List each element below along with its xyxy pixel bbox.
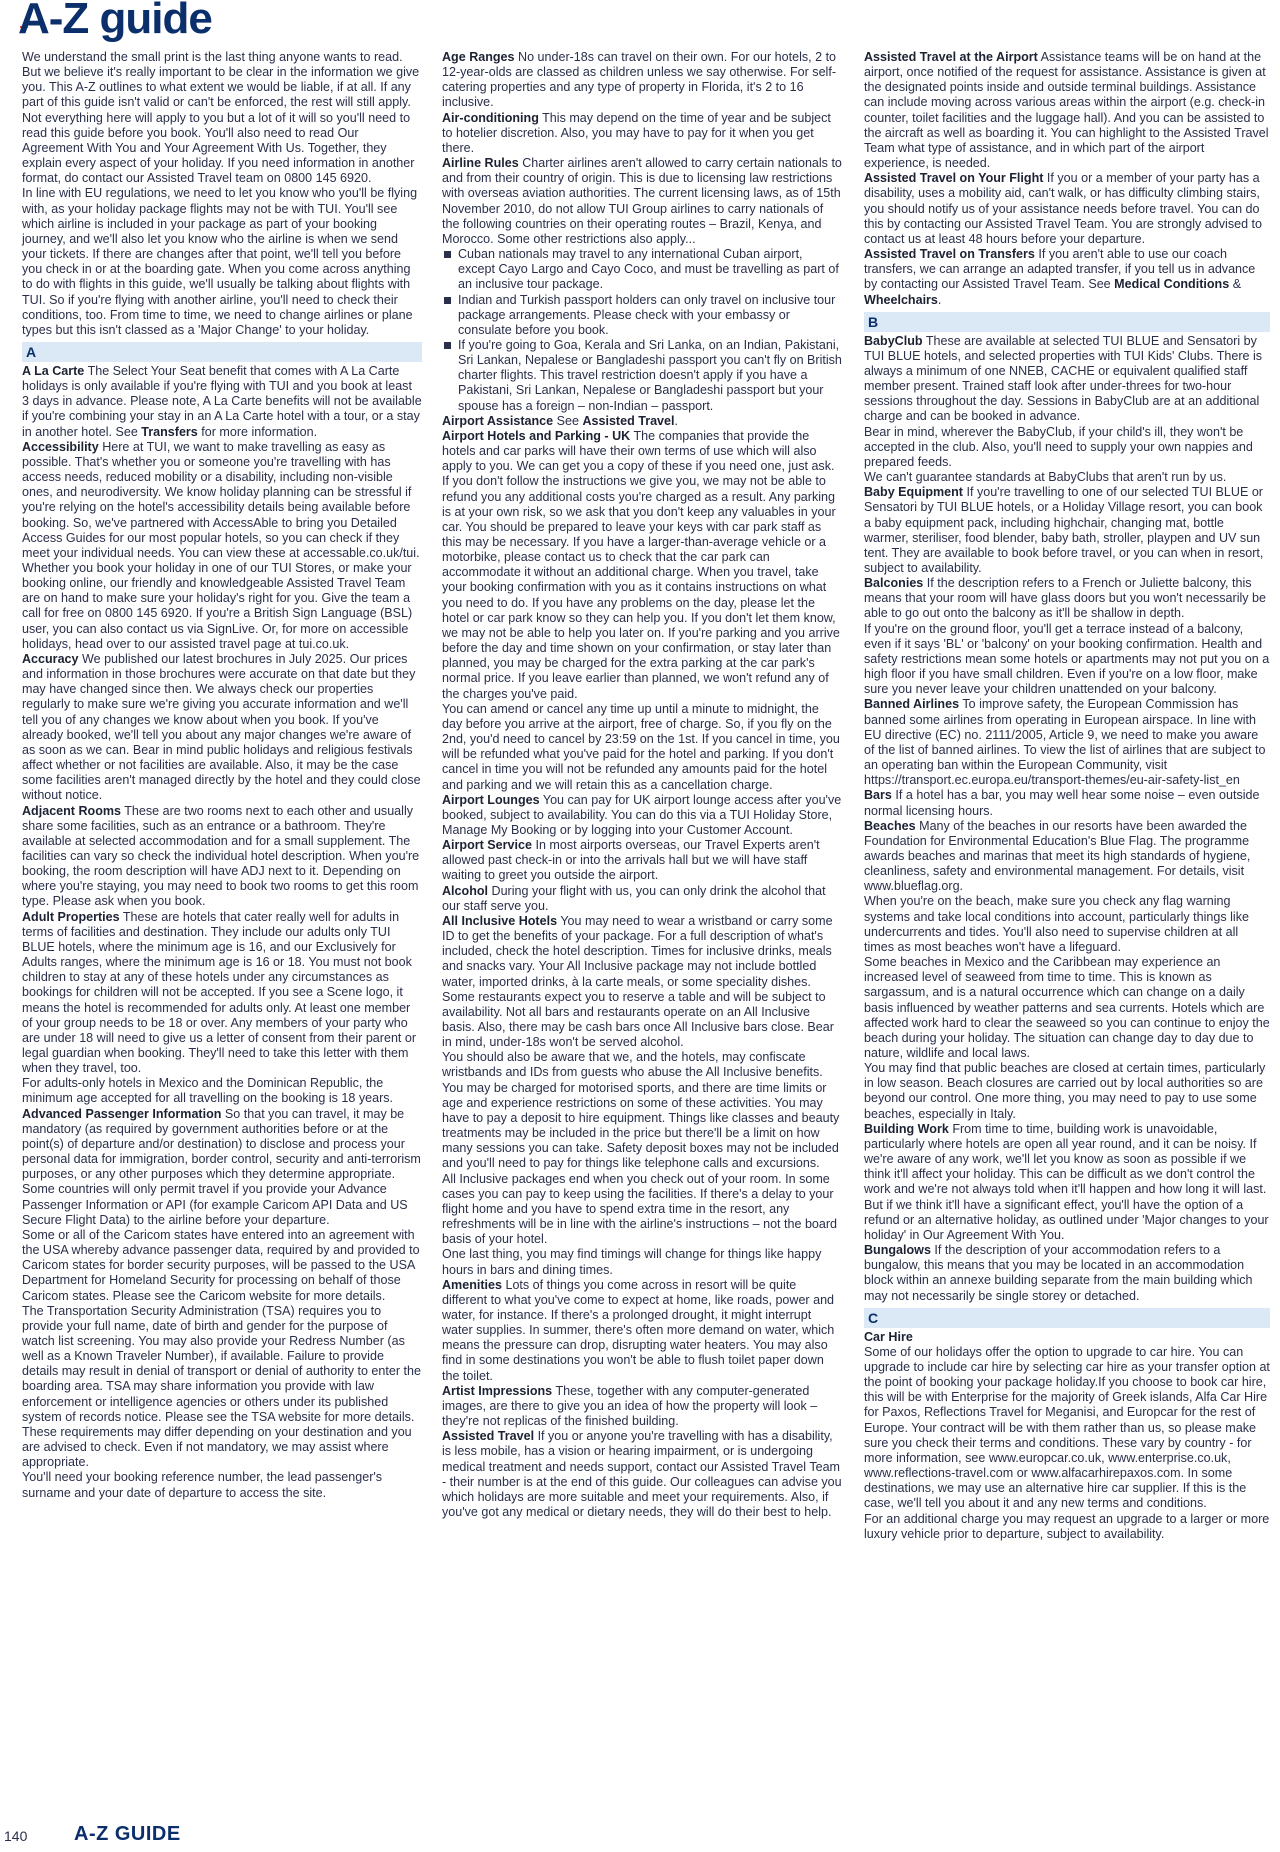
entry-heading: Assisted Travel at the Airport: [864, 50, 1038, 64]
entry-heading: A La Carte: [22, 363, 85, 378]
entry-heading: Banned Airlines: [864, 697, 960, 712]
column-3: [864, 50, 1270, 1542]
entry-car-hire-heading: [864, 1330, 1270, 1345]
entry-artist-impressions: Artist Impressions These, together with any computer-generated images, are there to give you an idea of how the property will look – they're not replicas of the finished building.: [442, 1383, 818, 1429]
list-item: Indian and Turkish passport holders can only travel on inclusive tour package arrangements. Please check with your embassy or consulate before you book.: [442, 293, 842, 338]
entry-adult-properties-cont: For adults-only hotels in Mexico and the Dominican Republic, the minimum age accepted for all travelling on the booking is 18 years.: [22, 1076, 394, 1106]
entry-heading: Accessibility: [22, 439, 99, 454]
entry-babyclub: BabyClub These are available at selected TUI BLUE and Sensatori by TUI BLUE hotels, and selected properties with TUI Kids' Clubs. There is always a minimum of one NNEB, CACHE or equivalent qualified staff member present. Trained staff look after under-threes for two-hour sessions throughout the day. Sessions in BabyClub are at an additional charge and can be booked in advance.: [864, 333, 1263, 424]
entry-beaches-closures: You may find that public beaches are closed at certain times, particularly in low season. Beach closures are carried out by local authorities so are beyond our control. One more thing, you may need to pay to use some beaches, especially in Italy.: [864, 1061, 1266, 1121]
entry-heading: Car Hire: [864, 1329, 913, 1344]
entry-heading: Air-conditioning: [442, 110, 539, 125]
entry-age-ranges: Age Ranges No under-18s can travel on their own. For our hotels, 2 to 12-year-olds are classed as children unless we say otherwise. For self-catering properties and any type of property in Florida, it's 2 to 16 inclusive.: [442, 50, 837, 110]
intro-paragraph: We understand the small print is the last thing anyone wants to read. But we believe it's really important to be clear in the information we give you. This A-Z outlines to what extent we would be liable, if at all. If any part of this guide isn't valid or can't be enforced, the rest will still apply. Not everything here will apply to you but a lot of it will so you'll need to read this guide before you book. You'll also need to read Our Agreement With You and Your Agreement With Us. Together, they explain every aspect of your holiday. If you need information in another format, do contact our Assisted Travel team on 0800 145 6920.: [22, 50, 420, 186]
entry-heading: Assisted Travel on Your Flight: [864, 171, 1044, 186]
entry-heading: Airline Rules: [442, 156, 519, 171]
entry-building-work: Building Work From time to time, building work is unavoidable, particularly where hotels are open all year round, and it can be noisy. If we're aware of any work, we'll let you know as soon as possible if we think it'll affect your holiday. This can be difficult as we don't control the work and we're not always told when it'll happen and how long it will last. But if we think it'll have a significant effect, you'll have the option of a refund or an alternative holiday, as outlined under 'Major changes to your holiday' in Our Agreement With You.: [864, 1121, 1269, 1242]
entry-heading: Airport Hotels and Parking - UK: [442, 428, 631, 443]
entry-baby-equipment: Baby Equipment If you're travelling to one of our selected TUI BLUE or Sensatori by TUI BLUE hotels, or a Holiday Village resort, you can book a baby equipment pack, including highchair, changing mat, bottle warmer, steriliser, food blender, baby bath, stroller, playpen and UV sun tent. They are available to book before travel, or you can when in resort, subject to availability.: [864, 485, 1264, 575]
entry-heading: Airport Lounges: [442, 792, 540, 807]
entry-babyclub-ill: Bear in mind, wherever the BabyClub, if your child's ill, they won't be accepted in the club. Also, you'll need to supply your own nappies and prepared feeds.: [864, 424, 1253, 469]
section-letter-a: A: [22, 342, 422, 362]
entry-all-inclusive-confiscate: You should also be aware that we, and the hotels, may confiscate wristbands and IDs from guests who abuse the All Inclusive benefits.: [442, 1050, 823, 1080]
entry-bars: Bars If a hotel has a bar, you may well hear some noise – even outside normal licensing hours.: [864, 788, 1260, 818]
entry-airport-service: Airport Service In most airports overseas, our Travel Experts aren't allowed past check-in or into the arrivals hall but we will have staff waiting to greet you outside the airport.: [442, 838, 820, 883]
entry-adult-properties: Adult Properties These are hotels that cater really well for adults in terms of facilities and destination. They include our adults only TUI BLUE hotels, where the minimum age is 16, and our Exclusively for Adults ranges, where the minimum age is 16 or 18. You must not book children to stay at any of these hotels under any circumstances as bookings for children will not be accepted. If you see a Scene logo, it means the hotel is recommended for adults only. At least one member of your group needs to be 18 or over. Any members of your party who are under 18 will need to give us a letter of consent from their parent or legal guardian when booking. They'll need to take this letter with them when they travel, too.: [22, 909, 417, 1076]
section-letter-b: B: [864, 312, 1270, 332]
entry-api-requirements: These requirements may differ depending on your destination and you are advised to check. Even if not mandatory, we may assist where appropriate.: [22, 1424, 412, 1470]
entry-heading: Assisted Travel on Transfers: [864, 247, 1035, 262]
entry-heading: Airport Assistance: [442, 413, 554, 428]
entry-all-inclusive-timings: One last thing, you may find timings will change for things like happy hours in bars and dining times.: [442, 1247, 822, 1277]
entry-api-booking-reference: You'll need your booking reference number, the lead passenger's surname and your date of departure to access the site.: [22, 1470, 383, 1500]
entry-heading: Assisted Travel: [442, 1429, 535, 1444]
entry-accuracy: Accuracy We published our latest brochures in July 2025. Our prices and information in those brochures were accurate on that date but they may have changed since then. We always check our properties regularly to make sure we're giving you accurate information and we'll tell you of any changes we know about when you book. If you've already booked, we'll tell you about any major changes we're aware of as soon as we can. Bear in mind public holidays and religious festivals affect whether or not facilities are available. Also, it may be the case some facilities aren't managed directly by the hotel and they could close without notice.: [22, 651, 421, 803]
entry-car-hire-upgrade: For an additional charge you may request an upgrade to a larger or more luxury vehicle prior to departure, subject to availability.: [864, 1511, 1270, 1541]
entry-airport-hotels-parking: Airport Hotels and Parking - UK The companies that provide the hotels and car parks will have their own terms of use which will also apply to you. We can get you a copy of these if you need one, just ask.: [442, 428, 835, 474]
page-number: 140: [4, 1828, 28, 1844]
cross-reference-link[interactable]: Assisted Travel: [582, 413, 675, 428]
cross-reference-link[interactable]: Wheelchairs: [864, 292, 938, 307]
entry-heading: Advanced Passenger Information: [22, 1106, 222, 1121]
column-1: [22, 50, 422, 1501]
entry-assisted-travel-flight: Assisted Travel on Your Flight If you or a member of your party has a disability, uses a mobility aid, can't walk, or has difficulty climbing stairs, you should notify us of your assistance needs before travel. You can do this by contacting our Assisted Travel Team. You are strongly advised to contact us at least 48 hours before your departure.: [864, 171, 1263, 246]
entry-balconies-ground-floor: If you're on the ground floor, you'll get a terrace instead of a balcony, even if it says 'BL' or 'balcony' on your booking confirmation. Health and safety restrictions mean some hotels or apartments may not put you on a high floor if you have small children. Even if you're on a low floor, make sure you never leave your children unattended on your balcony.: [864, 621, 1270, 697]
list-item: Cuban nationals may travel to any international Cuban airport, except Cayo Largo and Cayo Coco, and must be travelling as part of an inclusive tour package.: [442, 247, 842, 292]
entry-assisted-travel: Assisted Travel If you or anyone you're travelling with has a disability, is less mobile, has a vision or hearing impairment, or is undergoing medical treatment and needs support, contact our Assisted Travel Team - their number is at the end of this guide. Our colleagues can advise you which holidays are more suitable and meet your requirements. Also, if you've got any medical or dietary needs, they will do their best to help.: [442, 1429, 842, 1519]
entry-airport-assistance: Airport Assistance See Assisted Travel.: [442, 413, 678, 428]
entry-heading: Airport Service: [442, 838, 532, 853]
page-footer: [0, 1820, 1280, 1852]
airline-rules-list: [442, 247, 842, 414]
cross-reference-link[interactable]: Transfers: [141, 424, 198, 439]
entry-heading: Beaches: [864, 818, 916, 833]
entry-heading: All Inclusive Hotels: [442, 913, 558, 928]
entry-airport-hotels-parking-cont: If you don't follow the instructions we give you, we may not be able to refund you any additional costs you're charged as a result. Any parking is at your own risk, so we ask that you don't keep any valuables in your car. You should be prepared to leave your keys with car park staff as this may be necessary. If you have a larger-than-average vehicle or a motorbike, please contact us to check that the car park can accommodate it without an additional charge. When you travel, take your booking confirmation with you as it contains instructions on what you need to do. If you have any problems on the day, please let the hotel or car park know so they can help you. If you don't let them know, we may not be able to help you later on. If you're parking and you arrive before the day and time shown on your confirmation, or stay later than planned, you may be charged for the extra parking at the car park's normal price. If you leave earlier than planned, we won't refund any of the charges you've paid.: [442, 474, 840, 701]
entry-all-inclusive-hotels: All Inclusive Hotels You may need to wear a wristband or carry some ID to get the benefits of your package. For a full description of what's included, check the hotel description. Times for inclusive drinks, meals and snacks vary. Your All Inclusive package may not include bottled water, imported drinks, à la carte meals, or some speciality dishes. Some restaurants expect you to reserve a table and will be subject to availability. Not all bars and restaurants operate on an All Inclusive basis. Also, there may be cash bars once All Inclusive bars close. Bear in mind, under-18s won't be served alcohol.: [442, 913, 834, 1050]
entry-api-caricom: Some or all of the Caricom states have entered into an agreement with the USA whereby advance passenger data, required by and provided to Caricom states for border security purposes, will be passed to the USA Department for Homeland Security for processing on behalf of those Caricom states. Please see the Caricom website for more details.: [22, 1227, 420, 1303]
entry-beaches: Beaches Many of the beaches in our resorts have been awarded the Foundation for Environmental Education's Blue Flag. The programme awards beaches and marinas that meet its high standards of hygiene, cleanliness, safety and environmental management. For details, visit www.blueflag.org.: [864, 818, 1251, 894]
entry-heading: Bars: [864, 788, 892, 803]
entry-heading: Building Work: [864, 1121, 949, 1136]
entry-heading: Baby Equipment: [864, 485, 963, 500]
entry-heading: Artist Impressions: [442, 1383, 553, 1398]
entry-heading: Adult Properties: [22, 909, 120, 924]
entry-balconies: Balconies If the description refers to a French or Juliette balcony, this means that your room will have glass doors but you won't necessarily be able to go out onto the balcony as it'll be shallow in depth.: [864, 576, 1267, 621]
entry-beaches-seaweed: Some beaches in Mexico and the Caribbean may experience an increased level of seaweed from time to time. This is known as sargassum, and is a natural occurrence which can change on a daily basis influenced by weather patterns and sea currents. Hotels which are affected work hard to clear the seaweed so you can continue to enjoy the beach during your holiday. The situation can change day to day due to nature, wildlife and local laws.: [864, 955, 1270, 1060]
entry-babyclub-standards: We can't guarantee standards at BabyClubs that aren't run by us.: [864, 470, 1227, 485]
entry-air-conditioning: Air-conditioning This may depend on the time of year and be subject to hotelier discretion. Also, you may have to pay for it when you get there.: [442, 110, 831, 155]
entry-airport-hotels-parking-cancel: You can amend or cancel any time up until a minute to midnight, the day before you arrive at the airport, free of charge. So, if you fly on the 2nd, you'd need to cancel by 23:59 on the 1st. If you cancel in time, you will be refunded what you've paid for the hotel and parking. If you don't cancel in time you will not be refunded any amounts paid for the hotel and parking and we will retain this as a cancellation charge.: [442, 701, 840, 792]
entry-banned-airlines: Banned Airlines To improve safety, the European Commission has banned some airlines from operating in European airspace. In line with EU directive (EC) no. 2111/2005, Article 9, we need to make you aware of the list of banned airlines. To view the list of airlines that are subject to an operating ban within the European Community, visit https://transport.ec.europa.eu/transport-themes/eu-air-safety-list_en: [864, 697, 1266, 788]
entry-heading: Age Ranges: [442, 50, 515, 64]
entry-bungalows: Bungalows If the description of your accommodation refers to a bungalow, this means that you may be located in an accommodation block within an annexe building separate from the main building which may not necessarily be single storey or detached.: [864, 1243, 1253, 1303]
footer-title: A-Z GUIDE: [74, 1823, 181, 1845]
cross-reference-link[interactable]: Medical Conditions: [1114, 277, 1230, 292]
entry-amenities: Amenities Lots of things you come across in resort will be quite different to what you've come to expect at home, like roads, power and water, for instance. If there's a prolonged drought, it might interrupt water supplies. In summer, there's often more demand on water, which means the pressure can drop, disrupting water heaters. You may also find in some destinations you won't be able to flush toilet paper down the toilet.: [442, 1277, 835, 1383]
entry-heading: Accuracy: [22, 651, 79, 666]
entry-assisted-travel-transfers: Assisted Travel on Transfers If you aren't able to use our coach transfers, we can arrange an adapted transfer, if you tell us in advance by contacting our Assisted Travel Team. See Medical Conditions & Wheelchairs.: [864, 247, 1256, 307]
entry-all-inclusive-charges: You may be charged for motorised sports, and there are time limits or age and experience restrictions on some of these activities. You may have to pay a deposit to hire equipment. Things like classes and beauty treatments may be included in the price but there'll be a limit on how many sessions you can take. Safety deposit boxes may not be included and you'll need to pay for things like telephone calls and excursions.: [442, 1080, 840, 1171]
entry-accessibility: Accessibility Here at TUI, we want to make travelling as easy as possible. That's whether you or someone you're travelling with has access needs, reduced mobility or a disability, including non-visible ones, and neurodiversity. We know holiday planning can be stressful if you're relying on the hotel's accessibility details being available before booking. So, we've partnered with AccessAble to bring you Detailed Access Guides for our most popular hotels, so you can check if they meet your individual needs. You can view these at accessable.co.uk/tui.: [22, 439, 420, 560]
entry-api-tsa: The Transportation Security Administration (TSA) requires you to provide your full name, date of birth and gender for the purpose of watch list screening. You may also provide your Redress Number (as well as a Known Traveler Number), if available. Failure to provide details may result in denial of transport or denial of authority to enter the boarding area. TSA may share information you provide with law enforcement or intelligence agencies or others under its published system of records notice. Please see the TSA website for more details.: [22, 1303, 421, 1424]
entry-car-hire: Some of our holidays offer the option to upgrade to car hire. You can upgrade to include car hire by selecting car hire as your transfer option at the point of booking your package holiday.If you choose to book car hire, this will be with Enterprise for the majority of Greek islands, Alfa Car Hire for Paxos, Reflections Travel for Meganisi, and Europcar for the rest of Europe. Your contract will be with them rather than us, so please make sure you check their terms and conditions. These vary by country - for more information, see www.europcar.co.uk, www.enterprise.co.uk, www.reflections-travel.com or www.alfacarhirepaxos.com. In some destinations, we may use an alternative hire car supplier. If this is the case, we'll tell you about it and any new terms and conditions.: [864, 1344, 1270, 1511]
entry-airport-lounges: Airport Lounges You can pay for UK airport lounge access after you've booked, subject to availability. You can do this via a TUI Holiday Store, Manage My Booking or by logging into your Customer Account.: [442, 792, 842, 837]
entry-heading: Amenities: [442, 1277, 502, 1292]
entry-heading: Bungalows: [864, 1243, 931, 1258]
section-letter-c: C: [864, 1308, 1270, 1328]
intro-paragraph-airlines: In line with EU regulations, we need to let you know who you'll be flying with, as your holiday package flights may not be with TUI. You'll see which airline is included in your package as part of your booking journey, and we'll also let you know who the airline is when we send your tickets. If there are changes after that point, we'll tell you before you check in or at the boarding gate. When you come across anything to do with flights in this guide, we'll usually be talking about flights with TUI. So if you're flying with another airline, you'll need to check their conditions, too. From time to time, we need to change airlines or plane types but this isn't classed as a 'Major Change' to your holiday.: [22, 186, 418, 337]
entry-assisted-travel-airport: Assisted Travel at the Airport Assistance teams will be on hand at the airport, once notified of the request for assistance. Assistance is given at the designated points inside and outside terminal buildings. Assistance can include moving across various areas within the airport (e.g. check-in counter, toilet facilities and the luggage hall). And you can be assisted to the aircraft as well as boarding it. You can highlight to the Assisted Travel Team what type of assistance, and in which part of the airport experience, is needed.: [864, 50, 1269, 171]
entry-all-inclusive-end: All Inclusive packages end when you check out of your room. In some cases you can pay to keep using the facilities. If there's a delay to your flight home and you have to spend extra time in the resort, any refreshments will be in line with the airline's instructions – not the board basis of your hotel.: [442, 1171, 838, 1247]
column-2: [442, 50, 842, 1520]
page-title: A-Z guide: [18, 0, 212, 43]
entry-accessibility-cont: Whether you book your holiday in one of our TUI Stores, or make your booking online, our friendly and knowledgeable Assisted Travel Team are on hand to make sure your holiday's right for you. Give the team a call for free on 0800 145 6920. If you're a British Sign Language (BSL) user, you can also contact us via SignLive. Or, for more on accessible holidays, head over to our assisted travel page at tui.co.uk.: [22, 561, 413, 651]
entry-adjacent-rooms: Adjacent Rooms These are two rooms next to each other and usually share some facilities, such as an entrance or a bathroom. They're available at selected accommodation and for a small supplement. The facilities can vary so check the individual hotel description. When you're booking, the room description will have ADJ next to it. Depending on where you're staying, you may need to book two rooms to get this room type. Please ask when you book.: [22, 803, 420, 909]
entry-beaches-flags: When you're on the beach, make sure you check any flag warning systems and take local conditions into account, particularly things like undercurrents and tides. You'll also need to supervise children at all times as most beaches won't have a lifeguard.: [864, 894, 1249, 954]
list-item: If you're going to Goa, Kerala and Sri Lanka, on an Indian, Pakistani, Sri Lankan, Nepalese or Bangladeshi passport you can't fly on British charter flights. This travel restriction doesn't apply if you have a Pakistani, Sri Lankan, Nepalese or Bangladeshi passport but your spouse has a foreign – non-Indian – passport.: [442, 338, 842, 414]
entry-advanced-passenger-information: Advanced Passenger Information So that you can travel, it may be mandatory (as required by government authorities before or at the point(s) of departure and/or destination) to disclose and process your personal data for immigration, border control, security and anti-terrorism purposes, or any other purposes which they determine appropriate. Some countries will only permit travel if you provide your Advance Passenger Information or API (for example Caricom API Data and US Secure Flight Data) to the airline before your departure.: [22, 1106, 421, 1227]
entry-a-la-carte: A La Carte The Select Your Seat benefit that comes with A La Carte holidays is only available if you're flying with TUI and you book at least 3 days in advance. Please note, A La Carte benefits will not be available if you're combining your stay in an A La Carte hotel with a tour, or a stay in another hotel. See Transfers for more information.: [22, 363, 422, 439]
entry-heading: BabyClub: [864, 333, 923, 348]
entry-heading: Adjacent Rooms: [22, 803, 121, 818]
entry-alcohol: Alcohol During your flight with us, you can only drink the alcohol that our staff serve you.: [442, 883, 826, 913]
entry-heading: Balconies: [864, 576, 924, 591]
entry-airline-rules: Airline Rules Charter airlines aren't allowed to carry certain nationals to and from their country of origin. This is due to licensing law restrictions with overseas aviation authorities. The current licensing laws, as of 15th November 2010, do not allow TUI Group airlines to carry nationals of the following countries on their operating routes – Brazil, Kenya, and Morocco. Some other restrictions also apply...: [442, 156, 842, 246]
entry-heading: Alcohol: [442, 883, 489, 898]
